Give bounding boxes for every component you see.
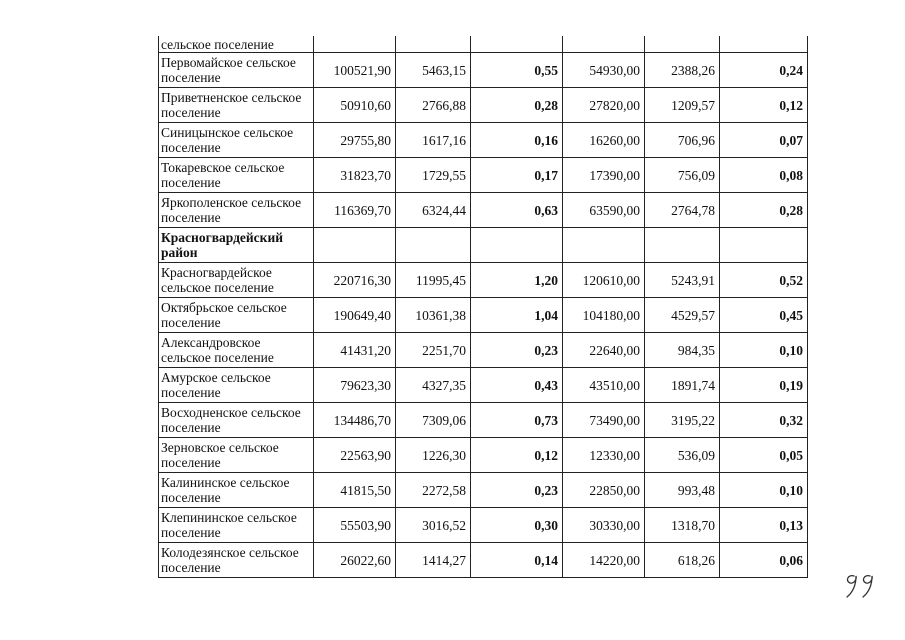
cell-c1: 79623,30	[314, 368, 396, 403]
cell-c1: 55503,90	[314, 508, 396, 543]
table-row	[159, 333, 808, 368]
cell-c5: 1318,70	[645, 508, 720, 543]
cell-c6: 0,32	[720, 403, 808, 438]
cell-name: Клепининское сельское поселение	[159, 508, 314, 543]
cell-c1: 41431,20	[314, 333, 396, 368]
table-row-fragment	[159, 36, 808, 53]
cell-c3: 0,17	[471, 158, 563, 193]
table-row	[159, 88, 808, 123]
cell-c1: 26022,60	[314, 543, 396, 578]
cell-c3: 0,12	[471, 438, 563, 473]
cell-c3: 0,23	[471, 473, 563, 508]
cell-name: Колодезянское сельское поселение	[159, 543, 314, 578]
cell-name: Александровское сельское поселение	[159, 333, 314, 368]
cell-c5: 536,09	[645, 438, 720, 473]
cell-c1	[314, 228, 396, 263]
cell-c3: 0,14	[471, 543, 563, 578]
cell-c2: 5463,15	[396, 53, 471, 88]
cell-c6: 0,19	[720, 368, 808, 403]
table-row	[159, 403, 808, 438]
cell-c3: 1,20	[471, 263, 563, 298]
cell-c6: 0,12	[720, 88, 808, 123]
cell-name: Калининское сельское поселение	[159, 473, 314, 508]
cell-c6: 0,10	[720, 473, 808, 508]
cell-empty	[396, 36, 471, 53]
cell-empty	[314, 36, 396, 53]
cell-c6: 0,07	[720, 123, 808, 158]
cell-c1: 31823,70	[314, 158, 396, 193]
table-row	[159, 193, 808, 228]
cell-empty	[645, 36, 720, 53]
cell-c3: 0,55	[471, 53, 563, 88]
cell-c5: 2764,78	[645, 193, 720, 228]
cell-c1: 29755,80	[314, 123, 396, 158]
cell-c1: 22563,90	[314, 438, 396, 473]
cell-c6: 0,10	[720, 333, 808, 368]
cell-c4: 30330,00	[563, 508, 645, 543]
cell-name: сельское поселение	[159, 36, 314, 53]
cell-name: Амурское сельское поселение	[159, 368, 314, 403]
cell-c1: 100521,90	[314, 53, 396, 88]
cell-c2: 2272,58	[396, 473, 471, 508]
cell-c1: 134486,70	[314, 403, 396, 438]
cell-name: Восходненское сельское поселение	[159, 403, 314, 438]
cell-c6	[720, 228, 808, 263]
cell-c4: 27820,00	[563, 88, 645, 123]
table-row	[159, 368, 808, 403]
cell-c2: 11995,45	[396, 263, 471, 298]
cell-c4: 73490,00	[563, 403, 645, 438]
cell-c5: 5243,91	[645, 263, 720, 298]
cell-c6: 0,08	[720, 158, 808, 193]
cell-c1: 41815,50	[314, 473, 396, 508]
cell-c2	[396, 228, 471, 263]
cell-c5: 4529,57	[645, 298, 720, 333]
cell-empty	[563, 36, 645, 53]
cell-empty	[471, 36, 563, 53]
cell-c6: 0,52	[720, 263, 808, 298]
cell-c3: 0,16	[471, 123, 563, 158]
cell-c6: 0,06	[720, 543, 808, 578]
cell-c3: 0,63	[471, 193, 563, 228]
cell-c2: 3016,52	[396, 508, 471, 543]
cell-c4: 12330,00	[563, 438, 645, 473]
cell-c1: 50910,60	[314, 88, 396, 123]
handwritten-page-number	[842, 571, 882, 601]
cell-name: Приветненское сельское поселение	[159, 88, 314, 123]
cell-name: Октябрьское сельское поселение	[159, 298, 314, 333]
cell-c6: 0,05	[720, 438, 808, 473]
cell-c2: 2766,88	[396, 88, 471, 123]
cell-c4: 22640,00	[563, 333, 645, 368]
cell-c6: 0,13	[720, 508, 808, 543]
cell-c5: 618,26	[645, 543, 720, 578]
cell-c4: 120610,00	[563, 263, 645, 298]
cell-c4: 54930,00	[563, 53, 645, 88]
cell-c2: 1414,27	[396, 543, 471, 578]
table-row	[159, 263, 808, 298]
cell-c2: 1226,30	[396, 438, 471, 473]
cell-c3: 0,43	[471, 368, 563, 403]
district-header-row	[159, 228, 808, 263]
cell-c3: 1,04	[471, 298, 563, 333]
cell-c3: 0,73	[471, 403, 563, 438]
cell-name: Зерновское сельское поселение	[159, 438, 314, 473]
cell-c3: 0,28	[471, 88, 563, 123]
cell-c5: 3195,22	[645, 403, 720, 438]
cell-c5: 706,96	[645, 123, 720, 158]
cell-c6: 0,24	[720, 53, 808, 88]
cell-c6: 0,28	[720, 193, 808, 228]
cell-c5: 1209,57	[645, 88, 720, 123]
cell-c4: 17390,00	[563, 158, 645, 193]
table-row	[159, 473, 808, 508]
cell-c2: 6324,44	[396, 193, 471, 228]
cell-empty	[720, 36, 808, 53]
cell-c1: 116369,70	[314, 193, 396, 228]
cell-name: Первомайское сельское поселение	[159, 53, 314, 88]
cell-c4: 43510,00	[563, 368, 645, 403]
cell-c3: 0,30	[471, 508, 563, 543]
cell-c4: 14220,00	[563, 543, 645, 578]
cell-c5: 1891,74	[645, 368, 720, 403]
cell-c4: 104180,00	[563, 298, 645, 333]
table-row	[159, 508, 808, 543]
cell-c2: 1617,16	[396, 123, 471, 158]
table-row	[159, 298, 808, 333]
cell-c2: 10361,38	[396, 298, 471, 333]
cell-c5	[645, 228, 720, 263]
cell-name: Яркополенское сельское поселение	[159, 193, 314, 228]
data-table	[158, 36, 808, 578]
cell-c2: 2251,70	[396, 333, 471, 368]
cell-c1: 220716,30	[314, 263, 396, 298]
cell-c4: 22850,00	[563, 473, 645, 508]
cell-c4	[563, 228, 645, 263]
cell-c2: 4327,35	[396, 368, 471, 403]
table-row	[159, 123, 808, 158]
cell-c5: 993,48	[645, 473, 720, 508]
table-row	[159, 158, 808, 193]
cell-c1: 190649,40	[314, 298, 396, 333]
cell-c6: 0,45	[720, 298, 808, 333]
table-row	[159, 543, 808, 578]
cell-c3	[471, 228, 563, 263]
cell-c5: 756,09	[645, 158, 720, 193]
cell-name: Токаревское сельское поселение	[159, 158, 314, 193]
cell-name: Красногвардейское сельское поселение	[159, 263, 314, 298]
cell-c5: 2388,26	[645, 53, 720, 88]
cell-c4: 16260,00	[563, 123, 645, 158]
table-row	[159, 438, 808, 473]
table-body	[159, 36, 808, 578]
cell-c3: 0,23	[471, 333, 563, 368]
cell-name: Синицынское сельское поселение	[159, 123, 314, 158]
cell-c2: 1729,55	[396, 158, 471, 193]
cell-c5: 984,35	[645, 333, 720, 368]
cell-c4: 63590,00	[563, 193, 645, 228]
cell-c2: 7309,06	[396, 403, 471, 438]
table-row	[159, 53, 808, 88]
cell-name: Красногвардейский район	[159, 228, 314, 263]
